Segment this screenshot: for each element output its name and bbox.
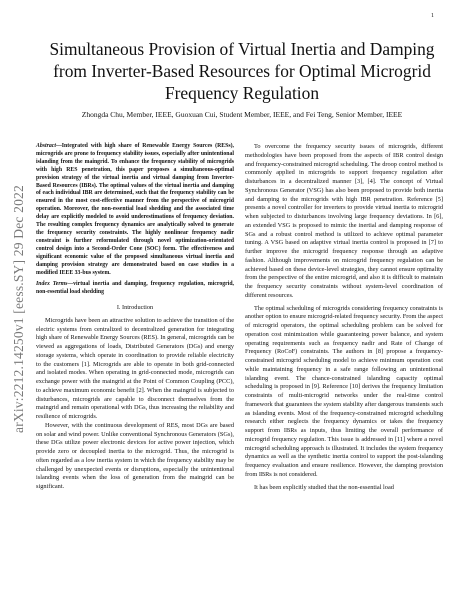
section-heading-introduction: I. Introduction — [116, 304, 154, 312]
abstract — [36, 143, 234, 277]
body-paragraph: It has been explicitly studied that the non-essential load — [254, 483, 394, 491]
author-line: Zhongda Chu, Member, IEEE, Guoxuan Cui, Student Member, IEEE, and Fei Teng, Senior Member, IEEE — [81, 110, 403, 119]
paper-title: Simultaneous Provision of Virtual Inertia and Damping from Inverter-Based Resources for Optimal Microgrid Frequency Regulation — [49, 39, 435, 103]
right-column — [245, 143, 443, 492]
arxiv-identifier: arXiv:2212.14250v1 [eess.SY] 29 Dec 2022 — [11, 185, 26, 433]
abstract-label: Abstract — [36, 143, 56, 149]
intro-paragraph: Microgrids have been an attractive solution to achieve the transition of the electric systems from centralized to decentralized generation for integrating high share of Renewable Energy Sources (RES). In general, microgrids can be viewed as aggregations of loads, Distributed Generators (DGs) and energy storage systems, which operate in coordination to provide reliable electricity to the customers [1]. Microgrids are able to operate in both grid-connected and isolated modes. When operating in grid-connected mode, microgrids can exchange power with the maingrid at the Point of Common Coupling (PCC), to achieve maximum economic benefit [2]. When the maingrid is subjected to disturbances, microgrids are capable to disconnect themselves from the maingrid and remain operational with DGs, thus increasing the reliability and resilience of microgrids. — [36, 316, 234, 421]
body-paragraph: To overcome the frequency security issues of microgrids, different methodologies have been proposed from the aspects of IBR control design and frequency-constrained microgrid scheduling. The droop control method is commonly applied in microgrids to support frequency regulation after disturbances in a decentralized manner [3], [4]. The concept of Virtual Synchronous Generator (VSG) has also been proposed to provide both inertia and damping to the microgrids with high IBR penetration. Reference [5] presents a novel controller for inverters to provide virtual inertia to microgrid when subjected to disturbances involving large frequency deviations. In [6], an extended VSG is proposed to mimic the inertial and damping response of SGs and a robust control method is utilized to achieve optimal parameter tuning. A VSG based on adaptive virtual inertia control is proposed in [7] to further improve the microgrid frequency response through an adaptive fashion. Although improvements on microgrid frequency regulation can be achieved based on these device-level strategies, they cannot ensure optimality from the perspective of the entire microgrid, and also it is difficult to maintain the frequency security constraints without system-level coordination of different resources. — [245, 143, 443, 299]
abstract-text: —Integrated with high share of Renewable Energy Sources (RESs), microgrids are prone to frequency stability issues, especially after unintentional islanding from the maingrid. To enhance the frequency stability of microgrids with high RES penetration, this paper proposes a simultaneous-optimal provision strategy of the virtual inertia and virtual damping from Inverter-Based Resources (IBRs). The optimal values of the virtual inertia and damping of each individual IBR are determined, such that the frequency stability can be ensured in the most cost-effective manner from the perspective of microgrid operation. Moreover, the non-essential load shedding and the associated time delay are explicitly modeled to avoid underestimations of frequency deviation. The resulting complex frequency dynamics are analytically solved to generate the frequency security constraints. The highly nonlinear frequency nadir constraint is further reformulated through novel optimization-orientated control design into a Second-Order Cone (SOC) form. The effectiveness and significant economic value of the proposed simultaneous virtual inertia and damping provision strategy are demonstrated based on case studies in a modified IEEE 33-bus system. — [36, 143, 234, 276]
index-terms — [36, 281, 234, 297]
page-number: 1 — [431, 13, 434, 19]
index-terms-label: Index Terms — [36, 281, 68, 288]
body-paragraph: The optimal scheduling of microgrids considering frequency constraints is another option to ensure microgrid-related frequency security. From the aspect of microgrid operators, the optimal scheduling problem can be solved for operation cost minimization while guaranteeing power balance, and system operating requirements such as frequency nadir and Rate of Change of Frequency (RoCoF) constraints. The authors in [8] propose a frequency-constrained microgrid scheduling model to achieve minimum operation cost while maintaining frequency in a safe range following an unintentional islanding event. The chance-constrained islanding capacity optimal scheduling is proposed in [9]. Reference [10] derives the frequency limitation constraints of multi-microgrid networks under the real-time control framework that guarantees the system stability after dangerous transients such as islanding events. Most of the frequency-constrained microgrid scheduling research either neglects the frequency dynamics or takes the frequency support from IBRs as inputs, thus limiting the overall performance of microgrid frequency regulation. This issue is addressed in [11] where a novel microgrid scheduling approach is illustrated. It includes the system frequency dynamics as well as the synthetic inertia control to support the post-islanding frequency evaluation and ensure resilience. However, the damping provision from IBRs is not considered. — [245, 304, 443, 478]
intro-paragraph: However, with the continuous development of RES, most DGs are based on solar and wind power. Unlike conventional Synchronous Generators (SGs), these DGs utilize power electronic devices for active power injection, which provide zero or decoupled inertia to the microgrid. Thus, the microgrid is often regarded as a low inertia system in which the frequency stability may be challenged by unexpected events or disruptions, especially the unintentional islanding events when the loss of generation from the maingrid can be significant. — [36, 421, 234, 491]
left-column — [36, 143, 234, 492]
index-terms-text: —virtual inertia and damping, frequency regulation, microgrid, non-essential load shedding — [36, 281, 235, 296]
